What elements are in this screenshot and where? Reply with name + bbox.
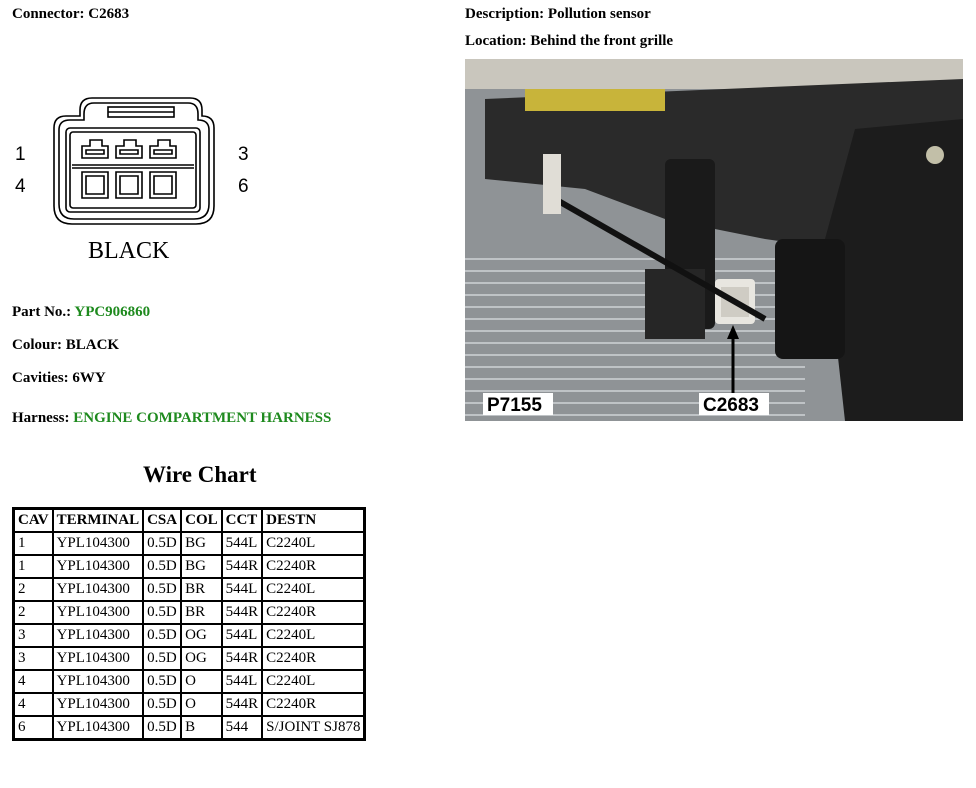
photo-ref-code: P7155 — [487, 395, 542, 416]
cell-terminal: YPL104300 — [53, 693, 144, 716]
cell-cct: 544L — [222, 532, 263, 555]
cell-destn: C2240R — [262, 647, 364, 670]
cell-terminal: YPL104300 — [53, 624, 144, 647]
cell-col: BG — [181, 555, 222, 578]
cell-cct: 544L — [222, 578, 263, 601]
cell-cav: 1 — [14, 532, 53, 555]
table-row — [14, 624, 364, 647]
cell-terminal: YPL104300 — [53, 532, 144, 555]
cavities-line — [12, 370, 106, 387]
cell-col: OG — [181, 624, 222, 647]
cell-cav: 3 — [14, 647, 53, 670]
header-destn: DESTN — [262, 509, 364, 532]
cell-terminal: YPL104300 — [53, 716, 144, 739]
header-csa: CSA — [143, 509, 181, 532]
pin-label-6: 6 — [238, 176, 249, 197]
header-terminal: TERMINAL — [53, 509, 144, 532]
cell-col: BR — [181, 578, 222, 601]
cell-terminal: YPL104300 — [53, 601, 144, 624]
cell-csa: 0.5D — [143, 532, 181, 555]
cell-destn: C2240L — [262, 624, 364, 647]
description-label: Description: — [465, 6, 545, 22]
description-line — [465, 6, 651, 23]
cell-cav: 4 — [14, 670, 53, 693]
cell-cct: 544R — [222, 647, 263, 670]
location-line — [465, 33, 673, 50]
cell-col: BG — [181, 532, 222, 555]
part-no-link[interactable]: YPC906860 — [74, 304, 151, 320]
cell-destn: C2240L — [262, 670, 364, 693]
table-row — [14, 716, 364, 739]
location-label: Location: — [465, 33, 527, 49]
colour-line — [12, 337, 119, 354]
cell-cav: 4 — [14, 693, 53, 716]
location-photo — [465, 59, 963, 421]
table-row — [14, 578, 364, 601]
cell-cct: 544 — [222, 716, 263, 739]
header-cct: CCT — [222, 509, 263, 532]
cell-col: B — [181, 716, 222, 739]
cell-cav: 2 — [14, 601, 53, 624]
cavities-label: Cavities: — [12, 370, 69, 386]
location-value: Behind the front grille — [530, 33, 674, 49]
cell-csa: 0.5D — [143, 578, 181, 601]
cell-terminal: YPL104300 — [53, 578, 144, 601]
cell-destn: C2240R — [262, 555, 364, 578]
header-cav: CAV — [14, 509, 53, 532]
cell-cct: 544L — [222, 624, 263, 647]
cell-col: O — [181, 670, 222, 693]
cell-cav: 3 — [14, 624, 53, 647]
part-no-line — [12, 304, 150, 321]
cell-cct: 544L — [222, 670, 263, 693]
cell-destn: C2240R — [262, 693, 364, 716]
cavities-value: 6WY — [72, 370, 106, 386]
colour-value: BLACK — [65, 337, 120, 353]
table-row — [14, 670, 364, 693]
table-row — [14, 601, 364, 624]
table-row — [14, 693, 364, 716]
cell-destn: C2240R — [262, 601, 364, 624]
header-col: COL — [181, 509, 222, 532]
cell-col: OG — [181, 647, 222, 670]
cell-terminal: YPL104300 — [53, 555, 144, 578]
diagram-color-label: BLACK — [88, 238, 170, 264]
table-row — [14, 647, 364, 670]
colour-label: Colour: — [12, 337, 62, 353]
cell-cct: 544R — [222, 555, 263, 578]
cell-destn: C2240L — [262, 532, 364, 555]
pin-label-4: 4 — [15, 176, 26, 197]
connector-value: C2683 — [88, 6, 130, 22]
part-no-label: Part No.: — [12, 304, 72, 320]
cell-cav: 2 — [14, 578, 53, 601]
photo-callout: C2683 — [703, 395, 759, 416]
cell-terminal: YPL104300 — [53, 647, 144, 670]
cell-cav: 6 — [14, 716, 53, 739]
harness-line — [12, 410, 331, 427]
cell-csa: 0.5D — [143, 601, 181, 624]
cell-csa: 0.5D — [143, 555, 181, 578]
description-value: Pollution sensor — [547, 6, 651, 22]
cell-destn: C2240L — [262, 578, 364, 601]
cell-cav: 1 — [14, 555, 53, 578]
pin-label-3: 3 — [238, 144, 249, 165]
cell-csa: 0.5D — [143, 670, 181, 693]
wire-chart-table — [12, 507, 366, 741]
cell-terminal: YPL104300 — [53, 670, 144, 693]
harness-label: Harness: — [12, 410, 70, 426]
cell-cct: 544R — [222, 693, 263, 716]
cell-col: BR — [181, 601, 222, 624]
table-header-row — [14, 509, 364, 532]
table-row — [14, 532, 364, 555]
cell-col: O — [181, 693, 222, 716]
wire-chart-title: Wire Chart — [143, 462, 257, 487]
connector-line — [12, 6, 129, 23]
pin-label-1: 1 — [15, 144, 26, 165]
table-row — [14, 555, 364, 578]
cell-csa: 0.5D — [143, 716, 181, 739]
cell-csa: 0.5D — [143, 693, 181, 716]
connector-face-diagram — [10, 88, 270, 268]
harness-link[interactable]: ENGINE COMPARTMENT HARNESS — [73, 410, 332, 426]
connector-label: Connector: — [12, 6, 85, 22]
cell-csa: 0.5D — [143, 624, 181, 647]
cell-csa: 0.5D — [143, 647, 181, 670]
cell-cct: 544R — [222, 601, 263, 624]
cell-destn: S/JOINT SJ878 — [262, 716, 364, 739]
